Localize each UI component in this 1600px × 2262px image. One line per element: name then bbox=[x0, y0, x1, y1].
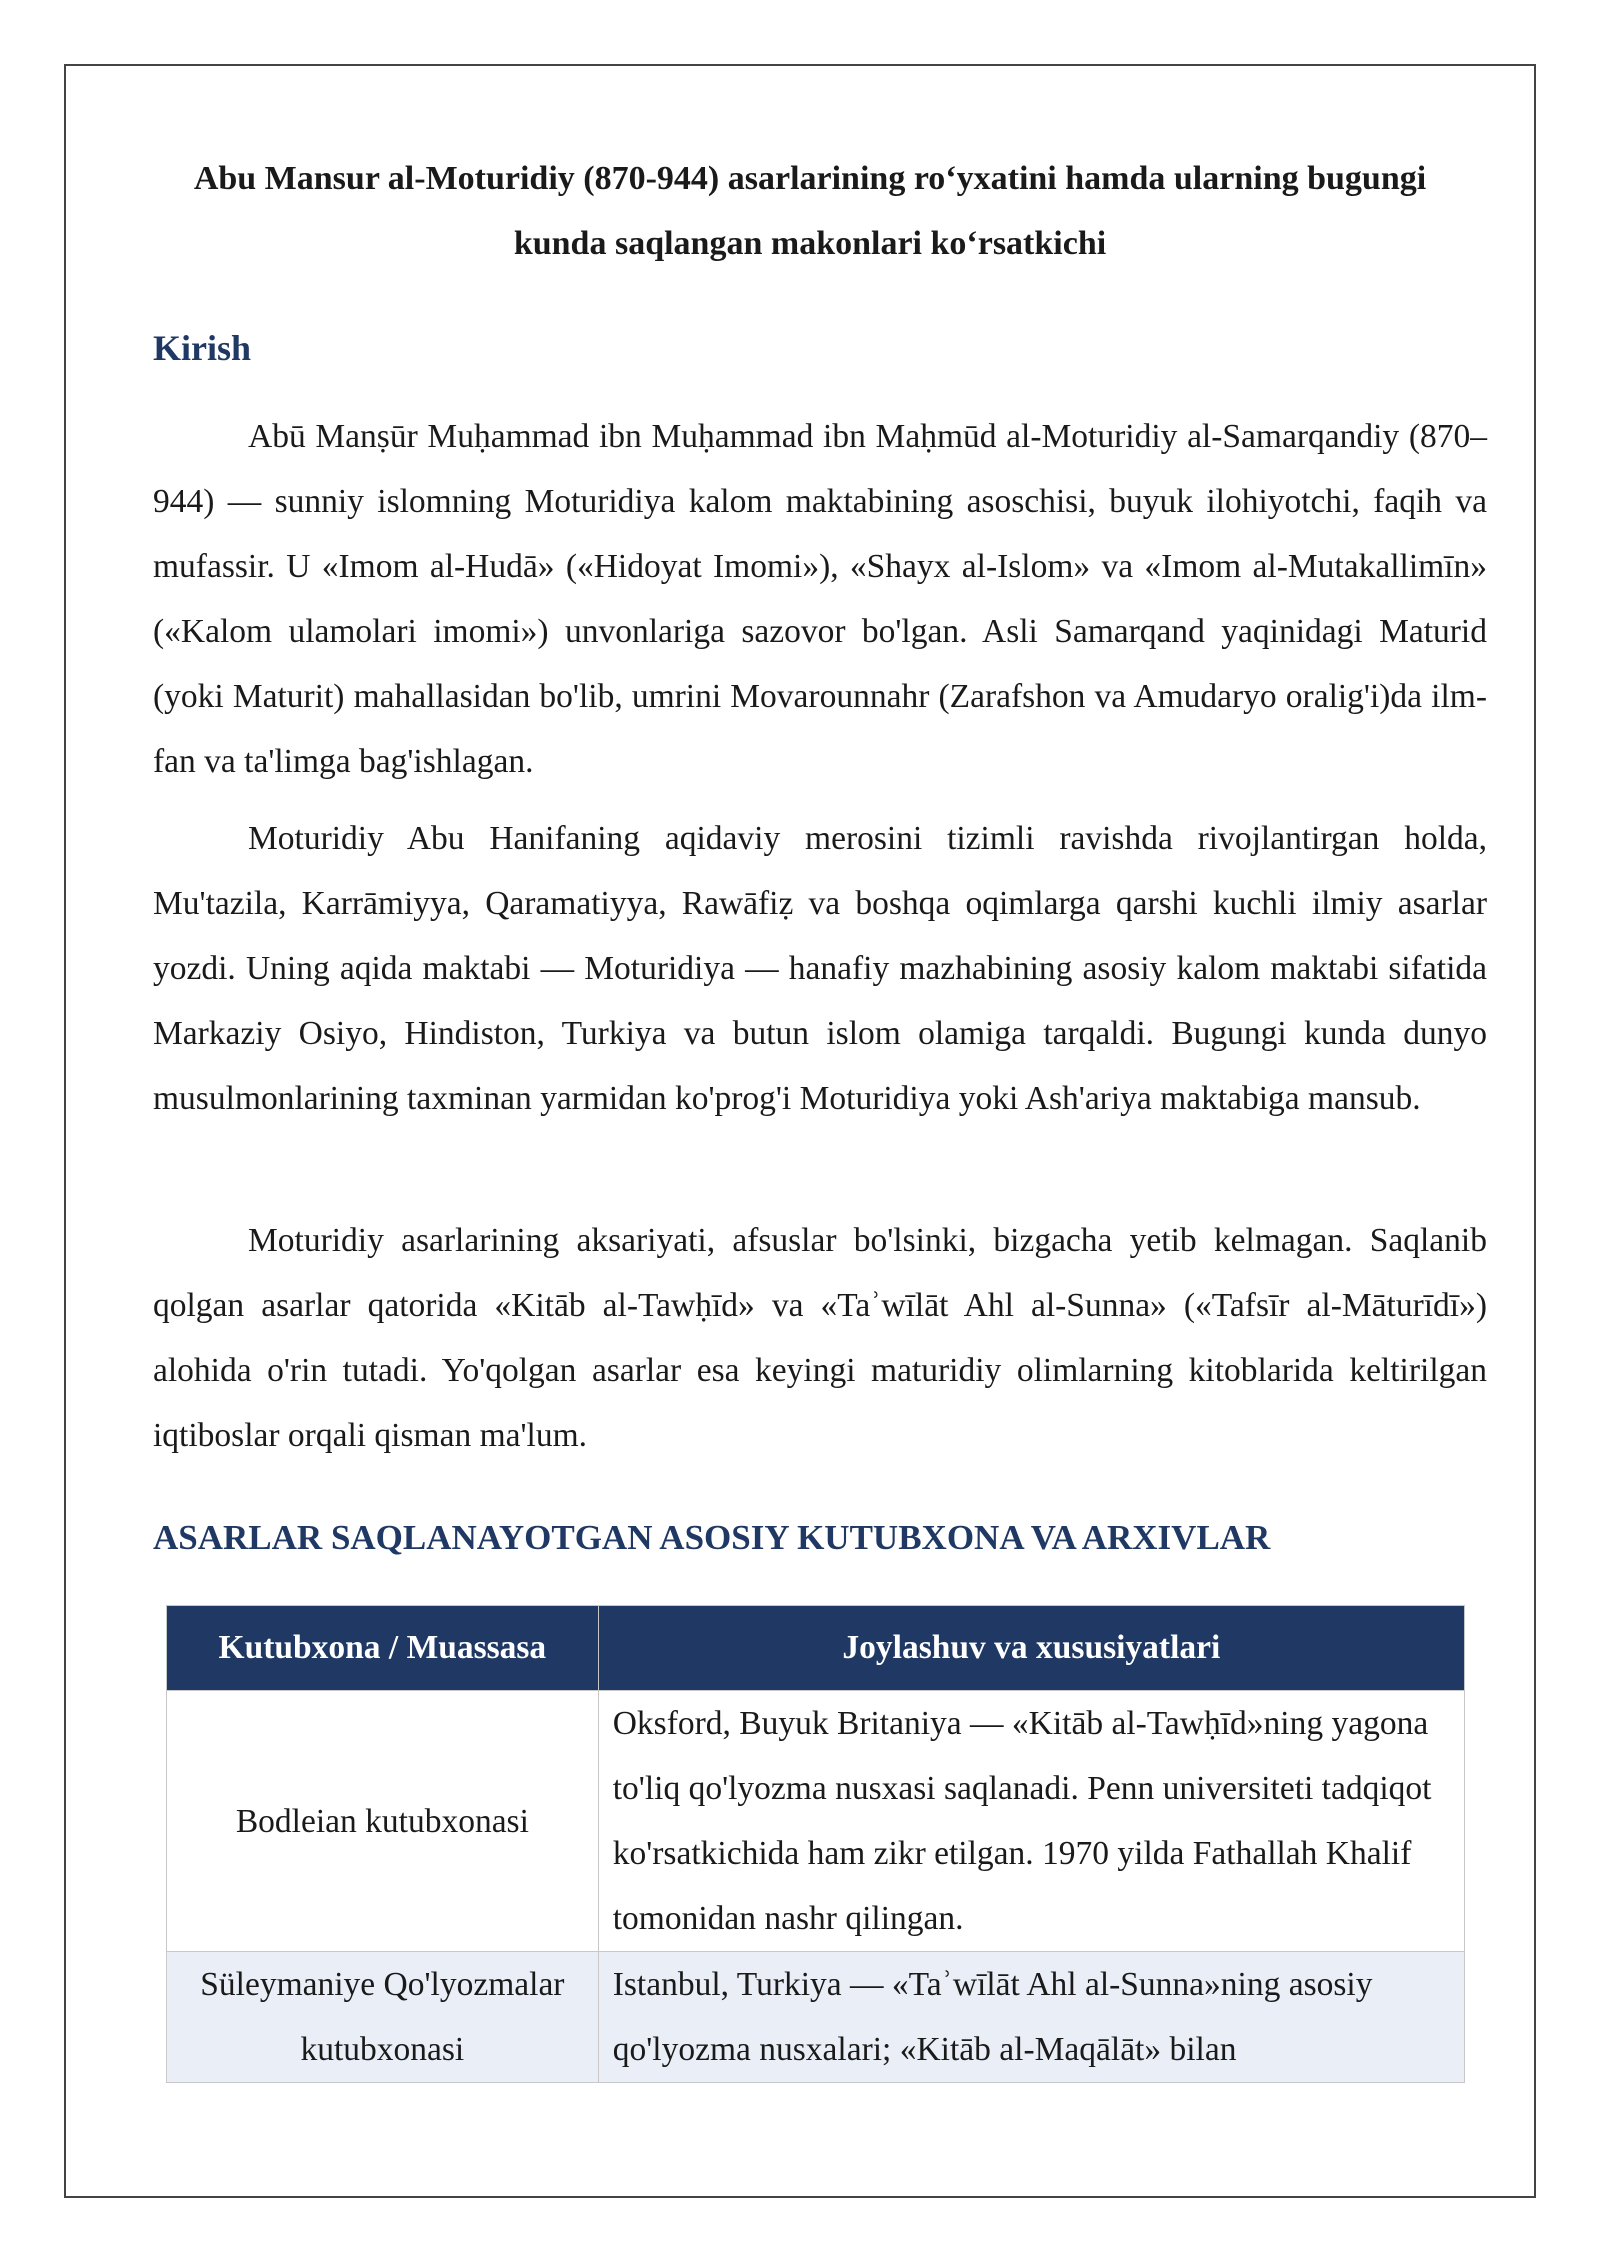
table-header-row bbox=[167, 1606, 1465, 1691]
table-row bbox=[167, 1952, 1465, 2083]
document-title: Abu Mansur al-Moturidiy (870-944) asarlarining ro‘yxatini hamda ularning bugungi kunda saqlangan makonlari ko‘rsatkichi bbox=[193, 160, 1427, 262]
intro-paragraph-2: Moturidiy Abu Hanifaning aqidaviy merosini tizimli ravishda rivojlantirgan holda, Mu'tazila, Karrāmiyya, Qaramatiyya, Rawāfiẓ va boshqa oqimlarga qarshi kuchli ilmiy asarlar yozdi. Uning aqida maktabi — Moturidiya — hanafiy mazhabining asosiy kalom maktabi sifatida Markaziy Osiyo, Hindiston, Turkiya va butun islom olamiga tarqaldi. Bugungi kunda dunyo musulmonlarining taxminan yarmidan ko'prog'i Moturidiya yoki Ash'ariya maktabiga mansub. bbox=[153, 820, 1487, 1117]
intro-paragraph-3: Moturidiy asarlarining aksariyati, afsuslar bo'lsinki, bizgacha yetib kelmagan. Saqlanib qolgan asarlar qatorida «Kitāb al-Tawḥīd» va «Taʾwīlāt Ahl al-Sunna» («Tafsīr al-Māturīdī») alohida o'rin tutadi. Yo'qolgan asarlar esa keyingi maturidiy olimlarning kitoblarida keltirilgan iqtiboslar orqali qisman ma'lum. bbox=[153, 1222, 1487, 1454]
header-library: Kutubxona / Muassasa bbox=[167, 1606, 599, 1691]
library-name: Bodleian kutubxonasi bbox=[167, 1691, 599, 1952]
archives-table bbox=[166, 1605, 1465, 2083]
library-name: Süleymaniye Qo'lyozmalar kutubxonasi bbox=[167, 1952, 599, 2083]
library-description: Oksford, Buyuk Britaniya — «Kitāb al-Tawḥīd»ning yagona to'liq qo'lyozma nusxasi saqlanadi. Penn universiteti tadqiqot ko'rsatkichida ham zikr etilgan. 1970 yilda Fathallah Khalif tomonidan nashr qilingan. bbox=[598, 1691, 1464, 1952]
library-description: Istanbul, Turkiya — «Taʾwīlāt Ahl al-Sunna»ning asosiy qo'lyozma nusxalari; «Kitāb al-Maqālāt» bilan bbox=[598, 1952, 1464, 2083]
header-location: Joylashuv va xususiyatlari bbox=[598, 1606, 1464, 1691]
intro-heading: Kirish bbox=[153, 328, 252, 368]
archives-heading: ASARLAR SAQLANAYOTGAN ASOSIY KUTUBXONA VA ARXIVLAR bbox=[153, 1518, 1271, 1557]
intro-paragraph-1: Abū Manṣūr Muḥammad ibn Muḥammad ibn Maḥmūd al-Moturidiy al-Samarqandiy (870–944) — sunniy islomning Moturidiya kalom maktabining asoschisi, buyuk ilohiyotchi, faqih va mufassir. U «Imom al-Hudā» («Hidoyat Imomi»), «Shayx al-Islom» va «Imom al-Mutakallimīn» («Kalom ulamolari imomi») unvonlariga sazovor bo'lgan. Asli Samarqand yaqinidagi Maturid (yoki Maturit) mahallasidan bo'lib, umrini Movarounnahr (Zarafshon va Amudaryo oralig'i)da ilm-fan va ta'limga bag'ishlagan. bbox=[153, 418, 1487, 780]
table-row bbox=[167, 1691, 1465, 1952]
